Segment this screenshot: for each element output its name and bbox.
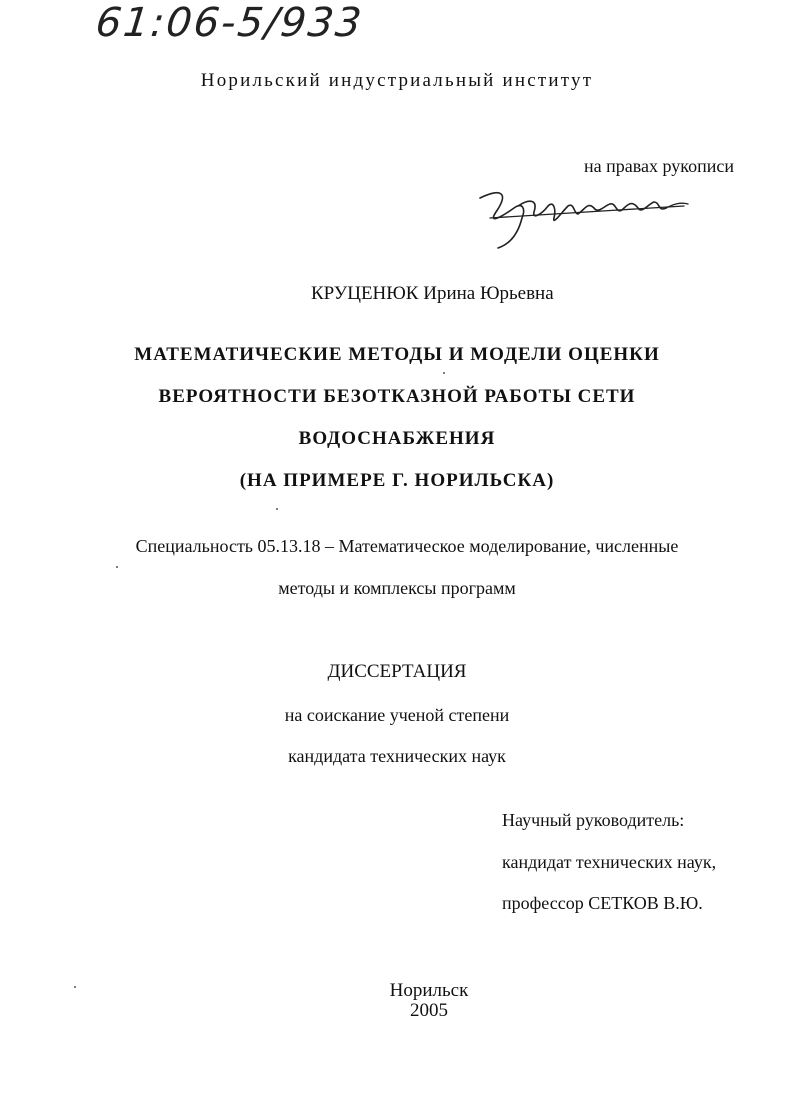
institute-name: Норильский индустриальный институт [200,70,594,91]
degree-line-1: на соискание ученой степени [284,705,510,725]
scan-speck [116,566,118,568]
scan-speck [74,986,76,988]
title-line-4: (НА ПРИМЕРЕ Г. НОРИЛЬСКА) [239,470,555,491]
title-line-3: ВОДОСНАБЖЕНИЯ [298,428,496,449]
scan-speck [443,372,445,374]
city: Норильск [389,980,469,1001]
scan-speck [276,508,278,510]
handwritten-signature-icon [470,178,700,250]
supervisor-label: Научный руководитель: [502,810,685,830]
supervisor-name: профессор СЕТКОВ В.Ю. [502,893,703,913]
supervisor-title: кандидат технических наук, [502,852,717,872]
title-line-1: МАТЕМАТИЧЕСКИЕ МЕТОДЫ И МОДЕЛИ ОЦЕНКИ [134,344,660,365]
archive-number: 61:06-5/933 [93,0,366,46]
specialty-line-2: методы и комплексы программ [278,578,516,598]
year: 2005 [410,1000,448,1021]
manuscript-note: на правах рукописи [584,156,734,176]
author-name: КРУЦЕНЮК Ирина Юрьевна [311,283,554,304]
degree-line-2: кандидата технических наук [288,746,506,766]
title-line-2: ВЕРОЯТНОСТИ БЕЗОТКАЗНОЙ РАБОТЫ СЕТИ [158,386,636,407]
specialty-line-1: Специальность 05.13.18 – Математическое моделирование, численные [135,536,679,556]
document-type: ДИССЕРТАЦИЯ [327,661,467,682]
